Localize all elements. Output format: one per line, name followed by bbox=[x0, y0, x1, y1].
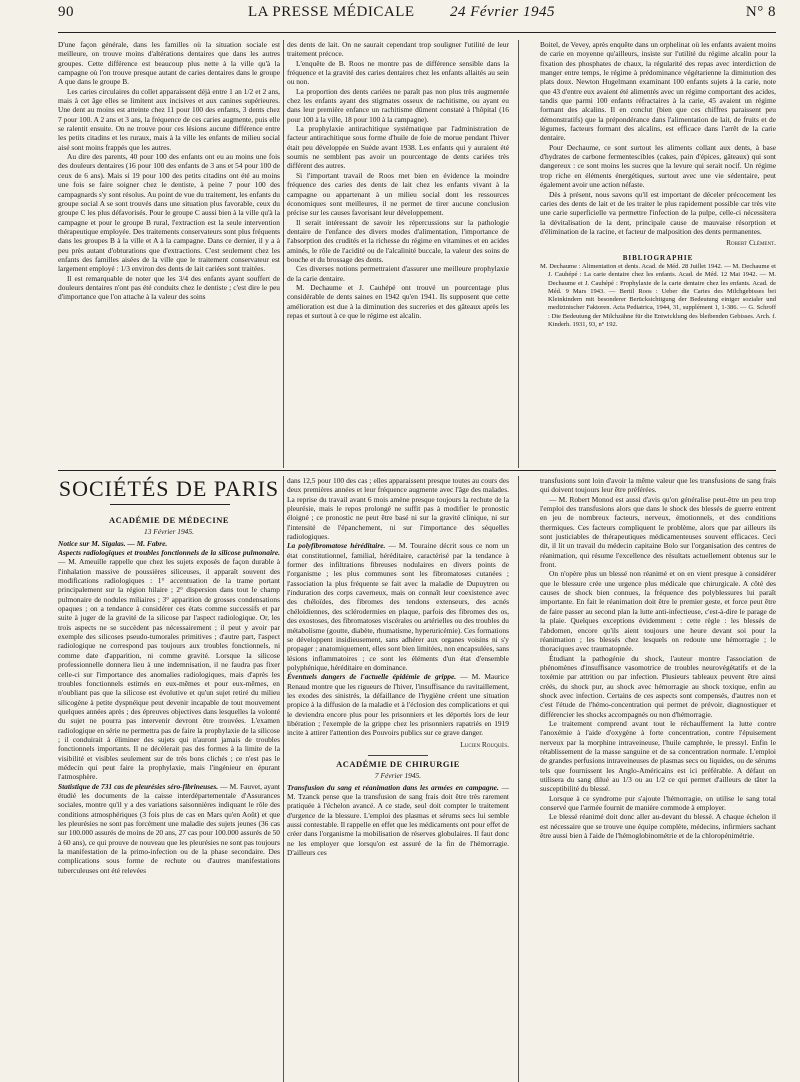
report-title: La polyfibromatose héréditaire. bbox=[287, 541, 386, 551]
paragraph: Pour Dechaume, ce sont surtout les aliments collant aux dents, à base d'hydrates de carbone fermentescibles (cakes, pain d'épices, gâteaux) qui sont dangereux : ce sont moins les sucres que la levure qui serait nocif. Un régime trop riche en éléments énergétiques, surtout avec une vie sédentaire, peut également avoir une action néfaste. bbox=[540, 142, 776, 190]
societes-column-2 bbox=[287, 476, 509, 1082]
paragraph: La proportion des dents cariées ne paraît pas non plus très augmentée chez les enfants ayant des stigmates osseux de rachitisme, ou ayant eu dans leur première enfance un rachitisme dûment constaté à l'hôpital (16 pour 100 à la ville, 18 pour 100 à la campagne). bbox=[287, 86, 509, 124]
page-number: 90 bbox=[58, 4, 74, 20]
page-header bbox=[58, 4, 776, 33]
paragraph: Dès à présent, nous savons qu'il est important de déceler précocement les caries des dents de lait et de les traiter le plus rapidement possible car très vite une carie superficielle va permettre l'infection de la pulpe, celle-ci nécessitera la dévitalisation de la dent, principale cause de mauvaise résorption et d'élimination de la racine, et facteur de malposition des dents permanentes. bbox=[540, 189, 776, 236]
column-divider bbox=[283, 40, 284, 468]
session-date: 13 Février 1945. bbox=[144, 527, 194, 537]
report-title: Éventuels dangers de l'actuelle épidémie de grippe. bbox=[287, 672, 457, 682]
report-text: — M. Touraine décrit sous ce nom un état constitutionnel, familial, héréditaire, caractérisé par la tendance à former des infiltrations fibreuses nodulaires en divers points de l'organisme ; les plus communes sont les fibromatoses cutanées ; l'association la plus fréquente se fait avec la maladie de Dupuytren ou l'induration des corps caverneux, mais on connaît leur coexistence avec des chéloïdes, des fibromes des tendons extenseurs, des acnés chéloïdiennes, des sclérodermies en plaque, parfois des fibromes des os, des exostoses, des fibromatoses viscérales ou artérielles ou des troubles du métabolisme (goutte, diabète, rhumatisme, hyperuricémie). Ces formations se développent insidieusement, sans adhérer aux organes voisins ni s'y propager ; anatomiquement, elles sont bien limitées, non encapsulées, sans lésions inflammatoires ; ce sont les éléments d'un état d'ensemble polyphénique, héréditaire en dominance. bbox=[287, 541, 509, 672]
issue-date: 24 Février 1945 bbox=[450, 4, 555, 20]
paragraph: La prophylaxie antirachitique systématique par l'administration de facteur antirachitique sous forme d'huile de foie de morue pendant l'hiver était peu développée en Suède avant 1938. Les enfants qui y auraient été soumis ne semblent pas avoir un pourcentage de dents cariées très différent des autres. bbox=[287, 124, 509, 171]
paragraph: dans 12,5 pour 100 des cas ; elles apparaissent presque toutes au cours des deux premières années et leur fréquence augmente avec l'âge des malades. La reprise du travail avant 6 mois amène presque toujours la rechute de la pleurésie, mais le repos prolongé ne suffit pas à modifier le pronostic éloigné ; ce pronostic ne peut être basé ni sur la gravité clinique, ni sur l'intensité de l'épanchement, ni sur l'importance des séquelles radiologiques. bbox=[287, 476, 509, 542]
column-divider bbox=[283, 476, 284, 1082]
paragraph: Étudiant la pathogénie du shock, l'auteur montre l'association de phénomènes d'insuffisance vasomotrice de troubles neurovégétatifs et de la toxémie par attrition ou par infection. Plusieurs tableaux peuvent être ainsi créés, du shock pur, au shock avec hémorragie au shock toxique, enfin au shock avec infection. Certains de ces aspects sont compensés, d'autres non et c'est l'étude de l'hémo-concentration qui permet de prévoir, diagnostiquer et différencier les shocks accompagnés ou non d'hémorragie. bbox=[540, 653, 776, 719]
paragraph: Si l'important travail de Roos met bien en évidence la moindre fréquence des caries des dents de lait chez les enfants vivant à la campagne ou appartenant à un milieu social dont les ressources économiques sont meilleures, il ne permet de tirer aucune conclusion précise sur les causes favorisant leur développement. bbox=[287, 170, 509, 218]
article-column-3 bbox=[540, 40, 776, 468]
report-item bbox=[58, 548, 280, 782]
paragraph: Le blessé réanimé doit donc aller au-devant du blessé. A chaque échelon il est nécessaire que se trouve une équipe complète, médecins, infirmiers sachant être aussi bien à l'aide de l'hémoglobinométrie et de la chloropénimétrie. bbox=[540, 812, 776, 841]
report-text: — M. Maurice Renaud montre que les rigueurs de l'hiver, l'insuffisance du ravitaillement, les exodes des sinistrés, la défaillance de l'hygiène créent une situation propice à la diffusion de la maladie et à l'éclosion des complications et qui le deviendra encore plus pour les prisonniers et les déportés lors de leur libération ; l'exemple de la grippe chez les prisonniers rapatriés en 1919 incite à attirer l'attention des Pouvoirs publics sur ce grave danger. bbox=[287, 672, 509, 738]
paragraph: des dents de lait. On ne saurait cependant trop souligner l'utilité de leur traitement précoce. bbox=[287, 40, 509, 59]
academy-title: ACADÉMIE DE MÉDECINE bbox=[108, 515, 230, 525]
paragraph: Au dire des parents, 40 pour 100 des enfants ont eu au moins une fois des douleurs dentaires (16 pour 100 des enfants de 3 ans et 54 pour 100 de ceux de 6 ans). Mais si 19 pour 100 des petits citadins ont été au moins une fois se faire soigner chez le dentiste, à peine 7 pour 100 des campagnards s'y sont résolus. Au point de vue du traitement, les enfants du groupe social A se sont trouvés dans une situation plus favorable, ceux du groupe C les plus défavorisés. Pour le groupe C aussi bien à la ville qu'à la campagne et pour le groupe B rural, l'extraction est la seule intervention thérapeutique employée. Des traitements conservateurs sont plus fréquents dans les groupes B à la ville et A à la campagne. Dans ce dernier, il y a à peu près autant d'obturations que d'extractions. C'est seulement chez les enfants des familles aisées de la ville que le traitement conservateur est largement employé : 1/3 environ des dents de lait cariées sont traitées. bbox=[58, 152, 280, 274]
report-item bbox=[58, 782, 280, 875]
report-item bbox=[287, 541, 509, 672]
title-underline bbox=[110, 504, 230, 505]
report-item bbox=[287, 672, 509, 737]
paragraph: L'enquête de B. Roos ne montre pas de différence sensible dans la fréquence et la gravité des caries dentaires chez les enfants allaités au sein ou non. bbox=[287, 58, 509, 87]
paragraph: Il est remarquable de noter que les 3/4 des enfants ayant souffert de douleurs dentaires n'ont pas été conduits chez le dentiste ; c'est dire le peu d'importance que l'on attache à la valeur des soins bbox=[58, 273, 280, 302]
paragraph: Il serait intéressant de savoir les répercussions sur la pathologie dentaire de l'enfance des divers modes d'alimentation, l'importance de l'absorption des crudités et la richesse du régime en vitamines et en acides aminés, le rôle de l'acidité ou de l'alcalinité buccale, la valeur des soins de bouche et du brossage des dents. bbox=[287, 217, 509, 264]
session-date: 7 Février 1945. bbox=[374, 771, 422, 781]
author-signature: Robert Clément. bbox=[726, 238, 776, 248]
paragraph: D'une façon générale, dans les familles où la situation sociale est meilleure, on trouve moins d'altérations dentaires que dans les autres groupes. Cette différence est beaucoup plus nette à la ville qu'à la campagne où l'on trouve presque autant de caries dentaires dans le groupe A que dans le groupe B. bbox=[58, 40, 280, 87]
paragraph: Lorsque à ce syndrome pur s'ajoute l'hémorragie, on utilise le sang total conservé que l'armée fournit de manière commode à employer. bbox=[540, 793, 776, 813]
bibliography-entry: M. Dechaume : Alimentation et dents. Acad. de Méd. 28 Juillet 1942. — M. Dechaume et J. Cauhépé : La carie dentaire chez les enfants. Acad. de Méd. 12 Mai 1942. — M. Dechaume et J. Cauhépé : Prophylaxie de la carie dentaire chez les enfants. Acad. de Méd. 9 Mars 1943. — Bertil Roos : Ueber die Caries des Milchgebisses bei Kleinkindern mit besonderer Berücksichtigung der Bedeutung einiger sozialer und medizinischer Faktoren. Acta Pediatrica, 1944, 31, supplément 1, 1-386. — G. Schroff : Die Bedeutung der Milchzähne für die Entwicklung des bleibenden Gebisses. Arch. f. Kinderh. 1931, 93, n° 192. bbox=[540, 262, 776, 328]
report-title: Notice sur M. Sigalas. — M. Fabre. bbox=[58, 538, 168, 548]
column-divider bbox=[518, 40, 519, 468]
article-column-2 bbox=[287, 40, 509, 468]
paragraph: Boitel, de Vevey, après enquête dans un orphelinat où les enfants avaient moins de carie en moyenne qu'ailleurs, insiste sur l'utilité du régime alcalin pour la fixation des phosphates de chaux, la régularité des repas avec interdiction de manger entre temps, le régime à prédominance végétarienne la diminution des plats doux. Newton Hugelmann examinant 100 enfants sujets à la carie, note que 43 d'entre eux avaient été alimentés avec un régime comportant des acides, tandis que parmi 100 enfants réfractaires à la carie, 45 avaient un régime formant des alcalins. Il en conclut (bien que ces chiffres paraissent peu démonstratifs) que la prépondérance dans l'alimentation de lait, de fruits et de légumes, facteurs formant des alcalins, est efficace dans l'arrêt de la carie dentaire. bbox=[540, 40, 776, 143]
paragraph: Le traitement comprend avant tout le réchauffement la lutte contre l'anoxémie à l'aide d'oxygène à forte concentration, contre l'épuisement nerveux par la morphine intraveineuse, l'huile camphrée, le pressyl. Enfin le rétablissement de la masse sanguine et de sa concentration normale. L'emploi de grandes perfusions intraveineuses de plasmas secs ou liquides, ou de sérums tels que fournissent les Anglo-Américains est ici préférable. A défaut on utilisera du sang dilué au 1/3 ou au 1/2 ce qui permet d'ailleurs de tâter la susceptibilité du blessé. bbox=[540, 718, 776, 794]
column-divider bbox=[518, 476, 519, 1082]
author-signature: Lucien Rouquès. bbox=[460, 739, 509, 749]
report-title: Transfusion du sang et réanimation dans les armées en campagne. bbox=[287, 782, 499, 792]
bibliography-title: BIBLIOGRAPHIE bbox=[622, 253, 694, 262]
issue-number: N° 8 bbox=[745, 4, 776, 20]
report-title: Aspects radiologiques et troubles fonctionnels de la silicose pulmonaire. bbox=[58, 548, 280, 558]
article-column-1 bbox=[58, 40, 280, 468]
journal-title: LA PRESSE MÉDICALE bbox=[248, 4, 415, 20]
societes-column-3 bbox=[540, 476, 776, 1082]
report-item bbox=[287, 783, 509, 858]
report-item bbox=[58, 539, 280, 548]
societes-column-1 bbox=[58, 512, 280, 1082]
report-text: — M. Ameuille rappelle que chez les sujets exposés de façon durable à l'inhalation massive de poussières siliceuses, il apparaît souvent des modifications radiologiques : 1° accentuation de la trame portant principalement sur la région hilaire ; 2° dispersion dans tout le champ pulmonaire de nodules miliaires ; 3° apparition de grosses condensations opaques ; on a tendance à considérer ces états comme successifs et par suite à juger de la gravité de la silicose par l'aspect radiologique. Or, les trois aspects ne se succèdent pas nécessairement ; il peut y avoir par exemple des silicoses pseudo-tumorales primitives ; d'autre part, l'aspect radiologique ne correspond pas toujours aux troubles fonctionnels, ni comme date d'apparition, ni comme gravité. Lorsque la silicose professionnelle donnera lieu à une indemnisation, il ne faudra pas fixer celle-ci sur l'importance des anomalies radiologiques, mais d'après les troubles fonctionnels estimés en eux-mêmes et pour eux-mêmes, en n'oubliant pas que la silicose est évolutive et qu'un sujet retiré du milieu silicogène à petite dyspnéique peut devenir incapable de tout mouvement quelques années après ; des épreuves objectives dans lesquelles la volonté du sujet ne pourra pas intervenir devront être trouvées. L'examen radiologique en série ne permettra pas de faire la prophylaxie de la silicose ; il conduirait à éliminer des sujets qui n'auront jamais de troubles fonctionnels importants. Il ne décèlerait pas des formes à la limite de la visibilité et visibles seulement sur de très bons clichés ; ce n'est pas le médecin qui peut faire la prophylaxie, mais l'ingénieur en épurant l'atmosphère. bbox=[58, 557, 280, 782]
paragraph: transfusions sont loin d'avoir la même valeur que les transfusions de sang frais qui doivent toujours leur être préférées. bbox=[540, 476, 776, 495]
section-title: SOCIÉTÉS DE PARIS bbox=[58, 476, 280, 501]
report-text: — M. Fauvet, ayant étudié les documents de la caisse interdépartementale d'Assurances sociales, montre qu'il y a des variations saisonnières indiquant le rôle des conditions atmosphériques (3 fois plus de cas en Mars qu'en Août) et que les pleurésies ne sont pas forcément une maladie des sujets jeunes (36 cas sur 100.000 assurés de moins de 20 ans, 27 cas pour 100.000 assurés de 50 à 60 ans), ce qui prouve de nouveau que les pleurésies ne sont pas toujours la manifestation de la primo-infection ou de la phase secondaire. Des complications sous forme de rechute ou d'autres manifestations tuberculeuses ont été relevées bbox=[58, 781, 280, 875]
report-text: — M. Tzanck pense que la transfusion de sang frais doit être très rarement pratiquée à l'échelon avancé. A ce stade, seul doit compter le traitement d'urgence de la blessure. L'emploi des plasmas et sérums secs lui semble aussi contestable. Il rappelle en effet que les médicaments ont pour effet de créer dans l'organisme la mobilisation de réserves globulaires. Il faut donc ne les employer que lorsqu'on est assuré de la fin de l'hémorragie. D'ailleurs ces bbox=[287, 782, 509, 858]
paragraph: Ces diverses notions permettraient d'assurer une meilleure prophylaxie de la carie dentaire. bbox=[287, 264, 509, 283]
report-title: Statistique de 731 cas de pleurésies séro-fibrineuses. bbox=[58, 781, 219, 791]
paragraph: — M. Robert Monod est aussi d'avis qu'on généralise peut-être un peu trop l'emploi des transfusions alors que dans le shock des blessés de guerre entrent en jeu de nombreux facteurs, nerveux, émotionnels, et des conditions thermiques. Ces facteurs compliquent le problème, alors que par ailleurs ils sont justiciables de thérapeutiques médicamenteuses souvent efficaces. Ceci dit, il lit un travail du médecin capitaine Bolo sur l'organisation des centres de réanimation, qui résume l'excellence des résultats actuellement obtenus sur le front. bbox=[540, 494, 776, 570]
paragraph: M. Dechaume et J. Cauhépé ont trouvé un pourcentage plus considérable de dents saines en 1942 qu'en 1941. Ils supposent que cette amélioration est due à la diminution des sucreries et des gâteaux après les repas et surtout à ce que le régime est alcalin. bbox=[287, 282, 509, 320]
separator-rule bbox=[368, 755, 428, 756]
paragraph: On n'opère plus un blessé non réanimé et on en vient presque à considérer que le blessure crée une urgence plus médicale que chirurgicale. A côté des causes de shock bien connues, la fréquence des polyblessures lui paraît importante. En fait le réanimation doit être le premier geste, et force peut être de faire passer au second plan la lutte anti-infectieuse, c'est-à-dire le parage de la plaie. Quelques exceptions évidemment : cette règle : les blessés de l'abdomen, encore qu'ils aient toujours une heure devant soi pour la réanimation ; les blessés chez lesquels on redoute une hémorragie ; le thoraciques avec traumatopnée. bbox=[540, 569, 776, 654]
academy-title: ACADÉMIE DE CHIRURGIE bbox=[336, 758, 460, 769]
section-divider bbox=[58, 470, 776, 471]
paragraph: Les caries circulaires du collet apparaissent déjà entre 1 an 1/2 et 2 ans, mais à cet âge elles se limitent aux incisives et aux canines supérieures. Une dent au moins est atteinte chez 11 pour 100 des enfants, 3 dents chez 7 pour 100. A 2 ans et 3 ans, la fréquence de ces caries augmente, puis elle se ralentit ensuite. On ne trouve pour ces lésions aucune différence entre les petits citadins et les ruraux, mais à la ville les enfants de milieu social aisé sont moins frappés que les autres. bbox=[58, 86, 280, 152]
bibliography bbox=[540, 263, 776, 329]
